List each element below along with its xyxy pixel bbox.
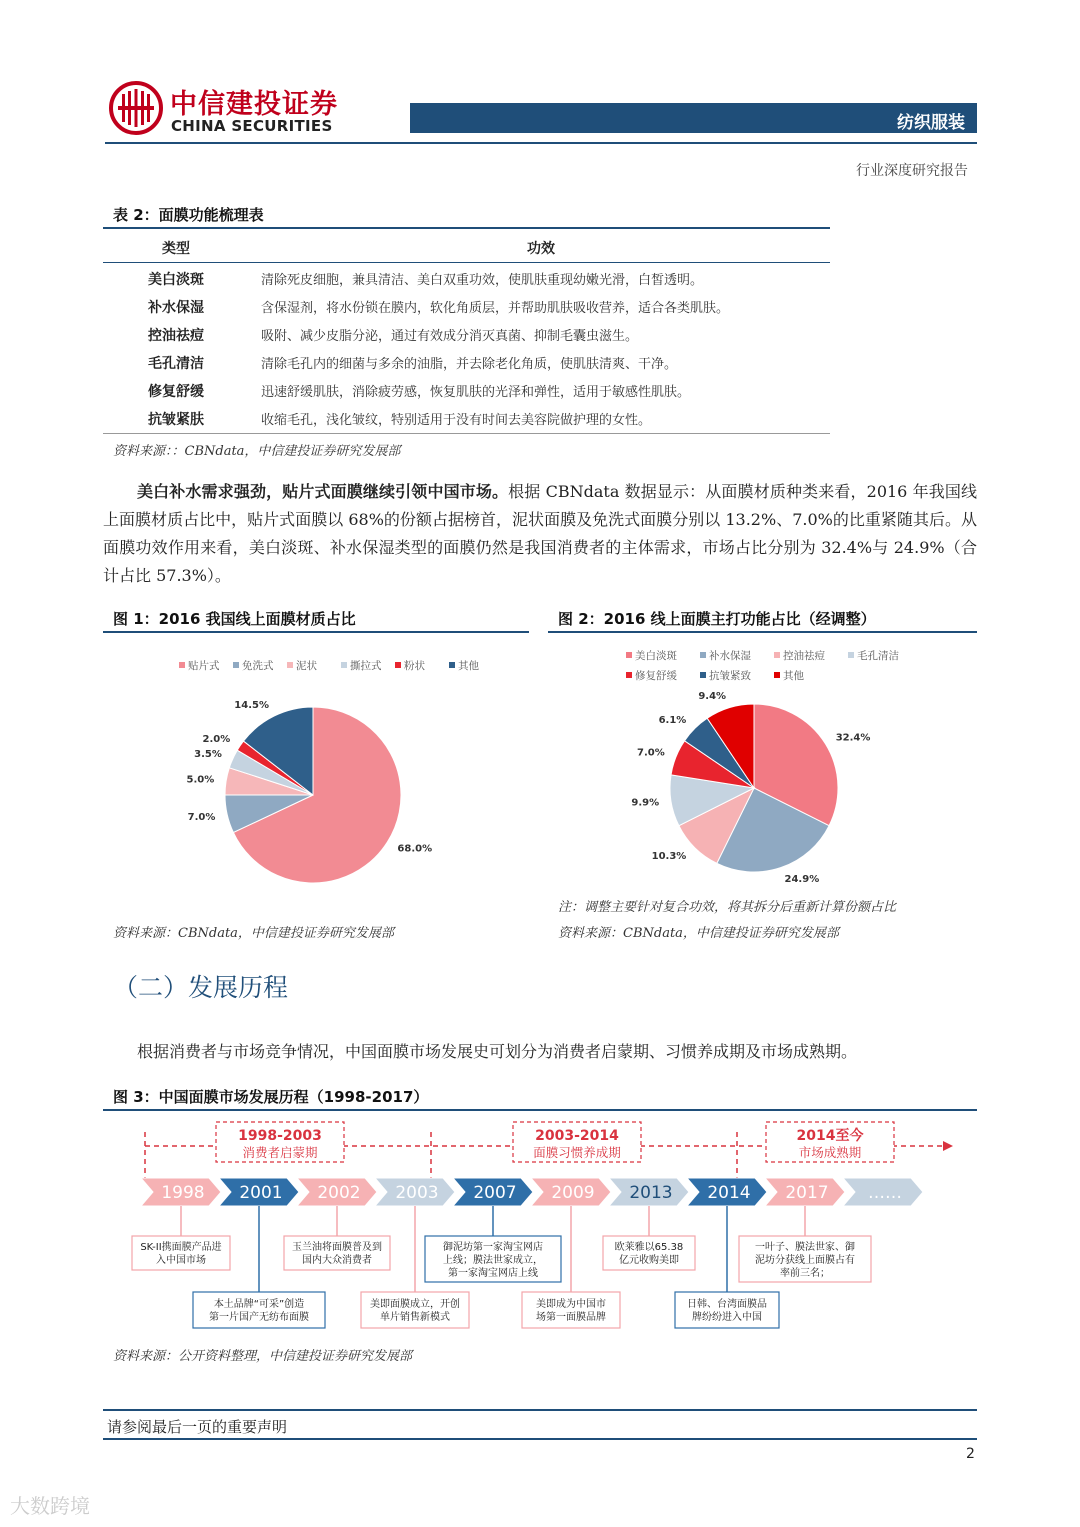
figure-3-rule — [103, 1109, 977, 1111]
legend-swatch — [179, 662, 185, 668]
legend-label: 其他 — [783, 670, 804, 682]
figure-2-note: 注：调整主要针对复合功效，将其拆分后重新计算份额占比 — [558, 900, 897, 915]
pie-data-label: 10.3% — [651, 851, 687, 863]
phase-name: 消费者启蒙期 — [242, 1145, 318, 1160]
timeline-event-text: 御泥坊第一家淘宝网店 — [443, 1242, 543, 1253]
legend-swatch — [449, 662, 455, 668]
timeline-event-text: 国内大众消费者 — [302, 1255, 372, 1266]
timeline-event-text: 亿元收购美即 — [619, 1255, 679, 1266]
phase-years: 2003-2014 — [535, 1128, 619, 1144]
timeline-event-text: 入中国市场 — [156, 1255, 206, 1266]
section-banner — [410, 103, 977, 133]
legend-swatch — [287, 662, 293, 668]
legend-swatch — [700, 672, 706, 678]
pie-data-label: 3.5% — [194, 748, 222, 760]
body-paragraph-1 — [103, 478, 977, 590]
timeline-event-text: 本土品牌“可采”创造 — [213, 1299, 305, 1310]
timeline-event-text: 泥坊分获线上面膜占有 — [755, 1255, 855, 1266]
table-source: 资料来源：：CBNdata，中信建投证券研究发展部 — [113, 444, 401, 459]
timeline-event-text: 日韩、台湾面膜品 — [687, 1299, 767, 1310]
paragraph-body: 根据 CBNdata 数据显示：从面膜材质种类来看，2016 年我国线上面膜材质占比中，贴片式面膜以 68%的份额占据榜首，泥状面膜及免洗式面膜分别以 13.2%、7.0%的比重紧随其后。从面膜功效作用来看，美白淡斑、补水保湿类型的面膜仍然是我国消费者的主体需求，市场占比分别为 32.4%与 24.9%（合计占比 57.3%）。 — [103, 482, 977, 585]
table-cell-effect: 吸附、减少皮脂分泌，通过有效成分消灭真菌、抑制毛囊虫滋生。 — [261, 329, 639, 344]
timeline-event-text: 上线；膜法世家成立， — [443, 1255, 543, 1266]
legend-swatch — [626, 652, 632, 658]
page-number: 2 — [966, 1446, 975, 1462]
pie-data-label: 7.0% — [637, 747, 665, 759]
legend-label: 控油祛痘 — [783, 650, 825, 662]
legend-label: 修复舒缓 — [635, 670, 677, 682]
legend-label: 抗皱紧致 — [709, 670, 751, 682]
legend-swatch — [848, 652, 854, 658]
timeline-diagram — [103, 1114, 977, 1344]
table-cell-effect: 迅速舒缓肌肤，消除疲劳感，恢复肌肤的光泽和弹性，适用于敏感性肌肤。 — [261, 385, 691, 400]
figure-1-source: 资料来源：CBNdata，中信建投证券研究发展部 — [113, 926, 394, 941]
report-type: 行业深度研究报告 — [856, 163, 968, 179]
table-row — [103, 404, 830, 432]
footer-disclaimer: 请参阅最后一页的重要声明 — [107, 1418, 288, 1436]
watermark-text: 大数跨境 — [10, 1494, 90, 1518]
table-row — [103, 320, 830, 348]
brand-name-cn: 中信建投证券 — [170, 89, 338, 120]
figure-3-source: 资料来源：公开资料整理，中信建投证券研究发展部 — [113, 1349, 413, 1364]
pie-data-label: 32.4% — [835, 732, 871, 744]
table-cell-type: 美白淡斑 — [148, 272, 204, 288]
timeline-event-text: 单片销售新模式 — [380, 1312, 450, 1323]
legend-swatch — [774, 652, 780, 658]
figure-1-rule — [103, 631, 529, 633]
pie-data-label: 6.1% — [658, 714, 687, 726]
function-pie-chart — [548, 640, 978, 890]
timeline-year-label: 2001 — [239, 1183, 283, 1203]
legend-label: 补水保湿 — [709, 650, 751, 662]
timeline-year-label: 2002 — [317, 1183, 361, 1203]
legend-swatch — [341, 662, 347, 668]
table-top-rule — [103, 227, 830, 229]
legend-swatch — [395, 662, 401, 668]
table-header-rule — [103, 262, 830, 263]
pie-data-label: 9.9% — [631, 797, 660, 809]
header-divider — [105, 142, 977, 144]
footer-rule-bottom — [103, 1438, 977, 1440]
timeline-event-text: 第一片国产无纺布面膜 — [209, 1312, 309, 1323]
legend-label: 粉状 — [404, 660, 425, 672]
pie-data-label: 9.4% — [698, 691, 727, 703]
figure-2-rule — [548, 631, 977, 633]
table-row — [103, 376, 830, 404]
section-label: 纺织服装 — [897, 113, 965, 133]
legend-label: 泥状 — [296, 660, 317, 672]
timeline-event-text: 率前三名； — [780, 1268, 830, 1279]
table-cell-type: 抗皱紧肤 — [148, 412, 204, 428]
legend-swatch — [626, 672, 632, 678]
table-cell-effect: 清除死皮细胞，兼具清洁、美白双重功效，使肌肤重现幼嫩光滑，白皙透明。 — [261, 273, 704, 288]
timeline-event-text: 第一家淘宝网店上线 — [448, 1268, 538, 1279]
timeline-event-text: 牌纷纷进入中国 — [692, 1312, 762, 1323]
timeline-event-text: 美即面膜成立，开创 — [370, 1299, 460, 1310]
table-row — [103, 348, 830, 376]
pie-data-label: 5.0% — [186, 774, 215, 786]
legend-swatch — [774, 672, 780, 678]
legend-swatch — [700, 652, 706, 658]
phase-years: 2014至今 — [796, 1128, 864, 1144]
figure-2-title: 图 2：2016 线上面膜主打功能占比（经调整） — [558, 610, 876, 628]
brand-name-en: CHINA SECURITIES — [171, 117, 333, 135]
table-cell-effect: 收缩毛孔，浅化皱纹，特别适用于没有时间去美容院做护理的女性。 — [261, 413, 652, 428]
table-row — [103, 264, 830, 292]
timeline-event-text: 玉兰油将面膜普及到 — [292, 1242, 382, 1253]
legend-label: 美白淡斑 — [635, 650, 677, 662]
table-cell-type: 补水保湿 — [148, 300, 204, 316]
table-cell-effect: 含保湿剂，将水份锁在膜内，软化角质层，并帮助肌肤吸收营养，适合各类肌肤。 — [261, 301, 730, 316]
pie-data-label: 24.9% — [784, 874, 820, 886]
figure-3-title: 图 3：中国面膜市场发展历程（1998-2017） — [113, 1088, 429, 1106]
table-cell-type: 控油祛痘 — [148, 328, 204, 344]
timeline-year-label: 2003 — [395, 1183, 439, 1203]
body-paragraph-2: 根据消费者与市场竞争情况，中国面膜市场发展史可划分为消费者启蒙期、习惯养成期及市场成熟期。 — [137, 1042, 858, 1061]
table-header-effect: 功效 — [527, 241, 555, 257]
figure-1-title: 图 1：2016 我国线上面膜材质占比 — [113, 610, 356, 628]
timeline-year-label: …… — [868, 1183, 902, 1203]
timeline-year-label: 2013 — [629, 1183, 673, 1203]
legend-label: 撕拉式 — [350, 660, 382, 672]
timeline-event-text: SK-II携面膜产品进 — [140, 1242, 222, 1253]
timeline-event-text: 一叶子、膜法世家、御 — [755, 1242, 855, 1253]
table-header-type: 类型 — [162, 241, 190, 257]
table-bottom-rule — [103, 433, 830, 434]
section-heading: （二）发展历程 — [113, 973, 289, 1002]
paragraph-lead: 美白补水需求强劲，贴片式面膜继续引领中国市场。 — [137, 482, 509, 501]
timeline-year-label: 2009 — [551, 1183, 595, 1203]
footer-rule — [103, 1409, 977, 1411]
phase-name: 市场成熟期 — [798, 1145, 862, 1160]
table-title: 表 2：面膜功能梳理表 — [113, 206, 264, 224]
timeline-event-text: 美即成为中国市 — [536, 1299, 606, 1310]
legend-swatch — [233, 662, 239, 668]
timeline-event-text: 欧莱雅以65.38 — [614, 1242, 684, 1253]
legend-label: 免洗式 — [242, 660, 274, 672]
table-row — [103, 292, 830, 320]
table-cell-effect: 清除毛孔内的细菌与多余的油脂，并去除老化角质，使肌肤清爽、干净。 — [261, 357, 678, 372]
timeline-year-label: 2017 — [785, 1183, 829, 1203]
table-cell-type: 毛孔清洁 — [148, 356, 204, 372]
pie-data-label: 68.0% — [397, 843, 433, 855]
timeline-year-label: 2014 — [707, 1183, 751, 1203]
timeline-year-label: 1998 — [161, 1183, 205, 1203]
phase-name: 面膜习惯养成期 — [533, 1145, 621, 1160]
pie-data-label: 14.5% — [234, 700, 270, 712]
legend-label: 贴片式 — [188, 660, 220, 672]
table-cell-type: 修复舒缓 — [148, 384, 204, 400]
pie-data-label: 2.0% — [202, 733, 231, 745]
legend-label: 毛孔清洁 — [857, 650, 899, 662]
timeline-event-text: 场第一面膜品牌 — [536, 1312, 606, 1323]
material-pie-chart — [103, 640, 533, 910]
legend-label: 其他 — [458, 660, 479, 672]
phase-years: 1998-2003 — [238, 1128, 322, 1144]
pie-data-label: 7.0% — [187, 811, 216, 823]
company-logo — [108, 80, 164, 136]
figure-2-source: 资料来源：CBNdata，中信建投证券研究发展部 — [558, 926, 839, 941]
timeline-year-label: 2007 — [473, 1183, 517, 1203]
